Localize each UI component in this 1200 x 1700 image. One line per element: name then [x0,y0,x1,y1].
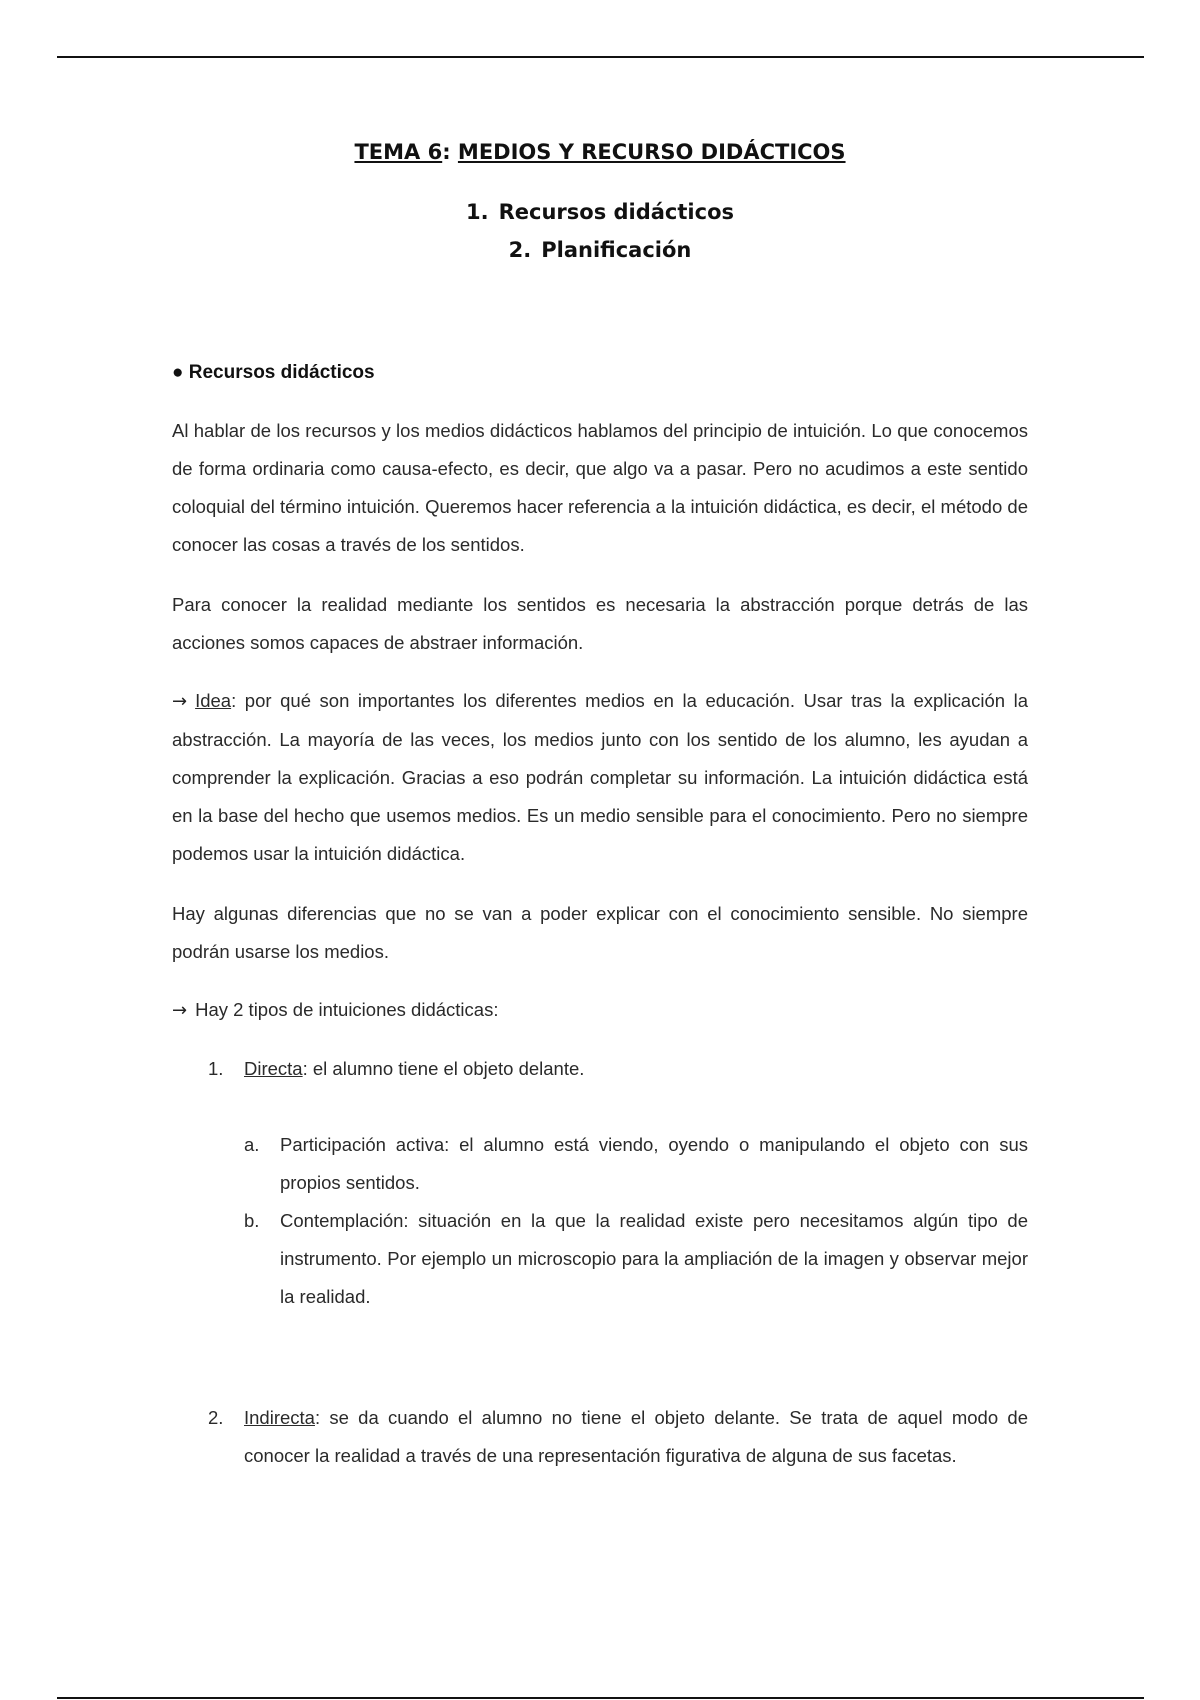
toc-label: Planificación [541,238,692,262]
list-item-indirecta [208,1399,1028,1475]
paragraph-idea [172,682,1028,873]
indirecta-label: Indirecta [244,1407,315,1428]
toc-item-2 [0,238,1200,262]
list-item-text [244,1399,1028,1475]
bullet-icon: ● [172,362,184,383]
toc-number: 2. [508,238,532,262]
paragraph-differences: Hay algunas diferencias que no se van a poder explicar con el conocimiento sensible. No siempre podrán usarse los medios. [172,903,1028,962]
list-item-directa [208,1050,1028,1088]
list-item-text [244,1050,1028,1088]
directa-text: : el alumno tiene el objeto delante. [302,1058,585,1079]
header-rule [57,56,1144,58]
types-text: Hay 2 tipos de intuiciones didácticas: [195,999,499,1020]
section-heading [172,362,375,384]
document-title [0,140,1200,164]
sub-item-a [244,1126,1028,1202]
list-number: 2. [208,1407,224,1428]
idea-text: : por qué son importantes los diferentes medios en la educación. Usar tras la explicación la abstracción. La mayoría de las veces, los medios junto con los sentido de los alumno, les ayudan a comprender la explicación. Gracias a eso podrán completar su información. La intuición didáctica está en la base del hecho que usemos medios. Es un medio sensible para el conocimiento. Pero no siempre podemos usar la intuición didáctica. [172,690,1028,864]
footer-rule [57,1697,1144,1699]
indirecta-text: : se da cuando el alumno no tiene el objeto delante. Se trata de aquel modo de conocer la realidad a través de una representación figurativa de alguna de sus facetas. [244,1407,1028,1466]
paragraph-types [172,991,1028,1030]
directa-label: Directa [244,1058,303,1079]
toc-item-1 [0,200,1200,224]
sub-item-b [244,1202,1028,1316]
title-main: MEDIOS Y RECURSO DIDÁCTICOS [457,140,846,164]
paragraph-intro: Al hablar de los recursos y los medios didácticos hablamos del principio de intuición. Lo que conocemos de forma ordinaria como causa-efecto, es decir, que algo va a pasar. Pero no acudimos a este sentido coloquial del término intuición. Queremos hacer referencia a la intuición didáctica, es decir, el método de conocer las cosas a través de los sentidos. [172,420,1028,555]
sub-item-text: Contemplación: situación en la que la realidad existe pero necesitamos algún tipo de instrumento. Por ejemplo un microscopio para la ampliación de la imagen y observar mejor la realidad. [280,1210,1028,1307]
arrow-right-icon: → [172,691,188,712]
toc-number: 1. [466,200,489,224]
title-prefix: TEMA 6 [354,140,443,164]
paragraph-abstraction: Para conocer la realidad mediante los sentidos es necesaria la abstracción porque detrás de las acciones somos capaces de abstraer información. [172,594,1028,653]
list-number: 1. [208,1058,224,1079]
section-heading-text: Recursos didácticos [188,362,375,383]
idea-label: Idea [195,690,232,711]
arrow-right-icon: → [172,1000,188,1021]
sub-item-letter: a. [244,1134,260,1155]
sub-item-letter: b. [244,1210,260,1231]
sub-item-text: Participación activa: el alumno está viendo, oyendo o manipulando el objeto con sus propios sentidos. [280,1134,1028,1193]
toc-label: Recursos didácticos [498,200,734,224]
title-separator: : [442,140,458,164]
